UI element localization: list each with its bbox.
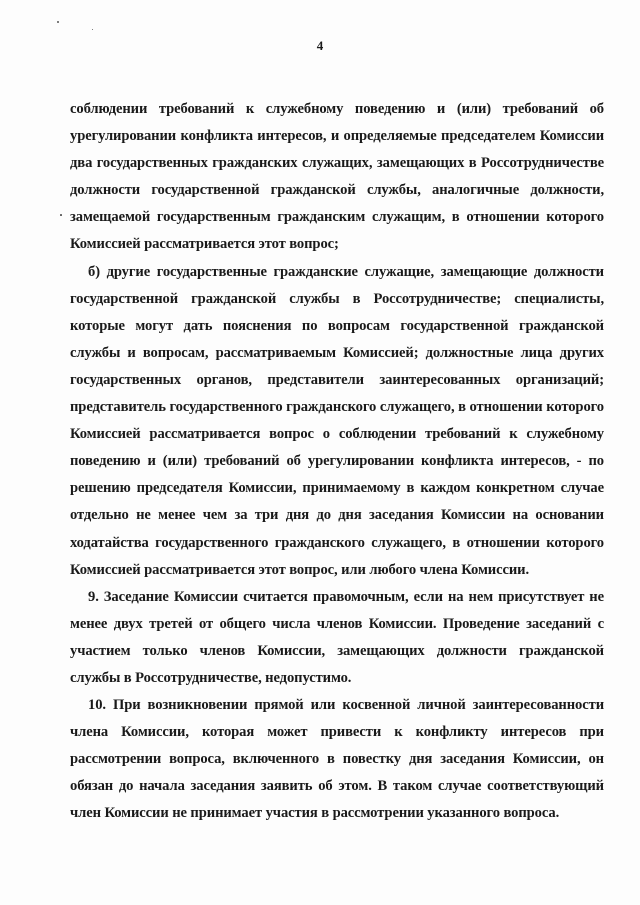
paragraph-b: б) другие государственные гражданские служащие, замещающие должности государственной гражданской службы в Россотрудничестве; специалисты, которые могут дать пояснения по вопросам государственной гражданской службы и вопросам, рассматриваемым Комиссией; должностные лица других государственных органов, представители заинтересованных организаций; представитель государственного гражданского служащего, в отношении которого Комиссией рассматривается вопрос о соблюдении требований к служебному поведению и (или) требований об урегулировании конфликта интересов, - по решению председателя Комиссии, принимаемому в каждом конкретном случае отдельно не менее чем за три дня до дня заседания Комиссии на основании ходатайства государственного гражданского служащего, в отношении которого Комиссией рассматривается этот вопрос, или любого члена Комиссии. (70, 263, 604, 578)
paragraph-10: 10. При возникновении прямой или косвенной личной заинтересованности члена Комиссии, которая может привести к конфликту интересов при рассмотрении вопроса, включенного в повестку дня заседания Комиссии, он обязан до начала заседания заявить об этом. В таком случае соответствующий член Комиссии не принимает участия в рассмотрении указанного вопроса. (70, 697, 604, 822)
paragraph-continuation: соблюдении требований к служебному поведению и (или) требований об урегулировании конфликта интересов, и определяемые председателем Комиссии два государственных гражданских служащих, замещающих в Россотрудничестве должности государственной гражданской службы, аналогичные должности, замещаемой государственным гражданским служащим, в отношении которого Комиссией рассматривается этот вопрос; (70, 101, 604, 253)
document-body (70, 96, 604, 828)
page-number: 4 (316, 38, 324, 53)
scan-speck (92, 29, 93, 30)
paragraph-9: 9. Заседание Комиссии считается правомочным, если на нем присутствует не менее двух третей от общего числа членов Комиссии. Проведение заседаний с участием только членов Комиссии, замещающих должности гражданской службы в Россотрудничестве, недопустимо. (70, 588, 604, 686)
scan-speck (57, 21, 59, 23)
scan-speck (60, 214, 62, 216)
